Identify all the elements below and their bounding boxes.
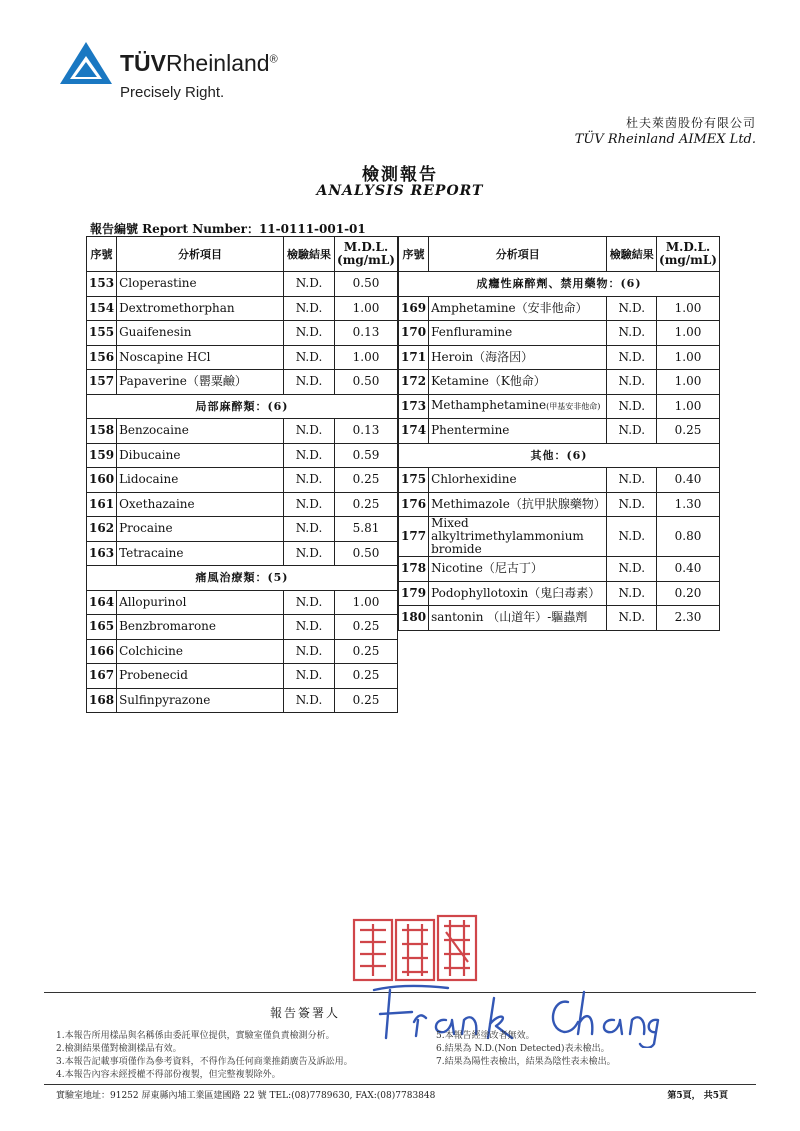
table-row	[399, 581, 720, 606]
analyte-name-text: Podophyllotoxin（鬼臼毒素）	[431, 585, 601, 600]
analyte-name	[429, 419, 607, 444]
analyte-name	[429, 370, 607, 395]
result-value: N.D.	[283, 370, 334, 395]
item-number: 157	[87, 370, 117, 395]
table-row	[87, 517, 398, 542]
analyte-name-text: Tetracaine	[119, 545, 184, 560]
report-number: 報告編號 Report Number：11-0111-001-01	[90, 222, 366, 236]
table-row	[399, 419, 720, 444]
table-row	[87, 492, 398, 517]
mdl-value: 0.59	[335, 443, 398, 468]
table-header-row	[399, 237, 720, 272]
column-header-no: 序號	[399, 237, 429, 272]
item-number: 168	[87, 688, 117, 713]
analyte-name	[429, 394, 607, 419]
mdl-value: 0.25	[335, 664, 398, 689]
analyte-name	[117, 664, 284, 689]
analyte-name-text: Dextromethorphan	[119, 300, 235, 315]
column-header-result: 檢驗結果	[607, 237, 657, 272]
analyte-name-text: Phentermine	[431, 423, 510, 438]
analyte-name	[117, 468, 284, 493]
result-value: N.D.	[283, 443, 334, 468]
note-line: 5.本報告經塗改者無效。	[436, 1031, 535, 1041]
footer-divider	[44, 1084, 756, 1085]
mdl-value: 0.25	[335, 688, 398, 713]
analyte-name	[117, 590, 284, 615]
analyte-name-text: Procaine	[119, 521, 173, 536]
item-number: 173	[399, 394, 429, 419]
result-value: N.D.	[607, 557, 657, 582]
item-number: 165	[87, 615, 117, 640]
analyte-name	[117, 639, 284, 664]
analyte-note: (甲基安非他命)	[546, 402, 601, 412]
report-notes-right	[436, 1030, 616, 1069]
item-number: 175	[399, 468, 429, 493]
analyte-name-text: Allopurinol	[119, 594, 187, 609]
analyte-name-text: Lidocaine	[119, 472, 179, 487]
mdl-value: 1.30	[657, 492, 720, 517]
analyte-name	[429, 321, 607, 346]
table-header-row	[87, 237, 398, 272]
results-table-left	[86, 236, 398, 713]
result-value: N.D.	[283, 419, 334, 444]
table-row	[87, 443, 398, 468]
analyte-name	[117, 517, 284, 542]
analyte-name-text: Sulfinpyrazone	[119, 692, 211, 707]
column-header-item: 分析項目	[117, 237, 284, 272]
analyte-name-text: Dibucaine	[119, 447, 181, 462]
column-header-item: 分析項目	[429, 237, 607, 272]
item-number: 159	[87, 443, 117, 468]
result-value: N.D.	[283, 296, 334, 321]
mdl-value: 1.00	[657, 345, 720, 370]
table-row	[87, 639, 398, 664]
mdl-value: 0.40	[657, 557, 720, 582]
category-label: 痛風治療類：(5)	[87, 566, 398, 591]
table-row	[87, 468, 398, 493]
table-row	[399, 557, 720, 582]
analyte-name-text: santonin （山道年）-驅蟲劑	[431, 610, 588, 625]
analyte-name	[429, 296, 607, 321]
item-number: 164	[87, 590, 117, 615]
note-line: 4.本報告內容未經授權不得部份複製，但完整複製除外。	[56, 1070, 281, 1080]
column-header-mdl	[335, 237, 398, 272]
tuv-logo	[58, 40, 318, 110]
mdl-value: 0.13	[335, 321, 398, 346]
result-value: N.D.	[283, 615, 334, 640]
mdl-value: 0.25	[335, 615, 398, 640]
item-number: 174	[399, 419, 429, 444]
analyte-name-text: Benzocaine	[119, 423, 189, 438]
result-value: N.D.	[283, 492, 334, 517]
mdl-value: 0.50	[335, 541, 398, 566]
tuv-triangle-icon	[58, 40, 114, 86]
mdl-value: 0.25	[335, 468, 398, 493]
analyte-name-text: Mixed alkyltrimethylammonium bromide	[431, 516, 584, 556]
result-value: N.D.	[283, 590, 334, 615]
analyte-name	[117, 272, 284, 297]
logo-tagline: Precisely Right.	[120, 84, 225, 101]
table-row	[87, 370, 398, 395]
item-number: 154	[87, 296, 117, 321]
item-number: 153	[87, 272, 117, 297]
analyte-name-text: Ketamine（K他命）	[431, 374, 546, 389]
mdl-value: 0.20	[657, 581, 720, 606]
mdl-header-unit: (mg/mL)	[337, 253, 395, 267]
result-value: N.D.	[607, 606, 657, 631]
table-row	[87, 272, 398, 297]
item-number: 158	[87, 419, 117, 444]
item-number: 161	[87, 492, 117, 517]
mdl-value: 1.00	[657, 321, 720, 346]
analyte-name	[117, 688, 284, 713]
note-line: 7.結果為陽性表檢出，結果為陰性表未檢出。	[436, 1057, 616, 1067]
table-row	[399, 606, 720, 631]
table-row	[87, 688, 398, 713]
analyte-name	[429, 581, 607, 606]
result-value: N.D.	[607, 394, 657, 419]
table-row	[87, 321, 398, 346]
analyte-name-text: Amphetamine（安非他命）	[431, 300, 588, 315]
analyte-name	[117, 370, 284, 395]
mdl-value: 1.00	[657, 296, 720, 321]
analyte-name-text: Probenecid	[119, 668, 188, 683]
analyte-name-text: Papaverine（罌粟鹼）	[119, 374, 247, 389]
item-number: 156	[87, 345, 117, 370]
category-row	[87, 394, 398, 419]
mdl-value: 1.00	[657, 394, 720, 419]
table-row	[399, 321, 720, 346]
analyte-name-text: Colchicine	[119, 643, 183, 658]
table-row	[87, 345, 398, 370]
table-row	[87, 615, 398, 640]
item-number: 163	[87, 541, 117, 566]
mdl-value: 1.00	[335, 296, 398, 321]
result-value: N.D.	[283, 517, 334, 542]
note-line: 2.檢測結果僅對檢測樣品有效。	[56, 1044, 182, 1054]
category-row	[399, 272, 720, 297]
analyte-name-text: Nicotine（尼古丁）	[431, 561, 543, 576]
mdl-value: 2.30	[657, 606, 720, 631]
item-number: 167	[87, 664, 117, 689]
table-row	[87, 541, 398, 566]
mdl-value: 1.00	[335, 590, 398, 615]
mdl-value: 0.25	[335, 639, 398, 664]
result-value: N.D.	[607, 419, 657, 444]
analyte-name-text: Methamphetamine	[431, 398, 547, 413]
logo-brand: TÜVRheinland®	[120, 50, 278, 76]
result-value: N.D.	[283, 688, 334, 713]
result-value: N.D.	[607, 321, 657, 346]
table-row	[399, 370, 720, 395]
mdl-value: 0.40	[657, 468, 720, 493]
result-value: N.D.	[283, 639, 334, 664]
analyte-name-text: Fenfluramine	[431, 325, 513, 340]
mdl-value: 0.13	[335, 419, 398, 444]
item-number: 176	[399, 492, 429, 517]
item-number: 169	[399, 296, 429, 321]
signatory-label: 報告簽署人	[270, 1006, 341, 1020]
table-row	[87, 419, 398, 444]
analyte-name	[117, 615, 284, 640]
mdl-value: 0.25	[335, 492, 398, 517]
result-value: N.D.	[607, 517, 657, 557]
analyte-name	[429, 606, 607, 631]
table-row	[87, 664, 398, 689]
result-value: N.D.	[283, 321, 334, 346]
mdl-header-label: M.D.L.	[343, 240, 389, 254]
result-value: N.D.	[283, 541, 334, 566]
table-row	[87, 590, 398, 615]
item-number: 177	[399, 517, 429, 557]
item-number: 171	[399, 345, 429, 370]
result-value: N.D.	[283, 272, 334, 297]
analyte-name-text: Chlorhexidine	[431, 472, 517, 487]
item-number: 170	[399, 321, 429, 346]
item-number: 172	[399, 370, 429, 395]
note-line: 1.本報告所用樣品與名稱係由委託單位提供，實驗室僅負責檢測分析。	[56, 1031, 335, 1041]
table-row	[399, 492, 720, 517]
column-header-mdl	[657, 237, 720, 272]
mdl-value: 5.81	[335, 517, 398, 542]
analyte-name	[429, 345, 607, 370]
item-number: 179	[399, 581, 429, 606]
mdl-value: 1.00	[657, 370, 720, 395]
item-number: 180	[399, 606, 429, 631]
analyte-name-text: Methimazole（抗甲狀腺藥物）	[431, 496, 606, 511]
analyte-name	[429, 517, 607, 557]
category-label: 局部麻醉類：(6)	[87, 394, 398, 419]
item-number: 178	[399, 557, 429, 582]
result-value: N.D.	[607, 345, 657, 370]
analyte-name-text: Cloperastine	[119, 276, 197, 291]
result-value: N.D.	[607, 492, 657, 517]
mdl-header-unit: (mg/mL)	[659, 253, 717, 267]
analyte-name-text: Noscapine HCl	[119, 349, 211, 364]
column-header-no: 序號	[87, 237, 117, 272]
result-value: N.D.	[283, 664, 334, 689]
analyte-name-text: Oxethazaine	[119, 496, 195, 511]
mdl-value: 0.50	[335, 370, 398, 395]
category-row	[399, 443, 720, 468]
page-number: 第5頁， 共5頁	[667, 1091, 728, 1101]
analyte-name	[429, 492, 607, 517]
result-value: N.D.	[607, 468, 657, 493]
report-title-en: ANALYSIS REPORT	[316, 183, 484, 199]
mdl-header-label: M.D.L.	[665, 240, 711, 254]
mdl-value: 0.25	[657, 419, 720, 444]
company-name-en: TÜV Rheinland AIMEX Ltd.	[574, 132, 756, 147]
result-value: N.D.	[607, 296, 657, 321]
analyte-name-text: Heroin（海洛因）	[431, 349, 534, 364]
column-header-result: 檢驗結果	[283, 237, 334, 272]
note-line: 3.本報告記載事項僅作為參考資料，不得作為任何商業推銷廣告及訴訟用。	[56, 1057, 353, 1067]
analyte-name	[117, 296, 284, 321]
table-row	[399, 517, 720, 557]
analyte-name-text: Guaifenesin	[119, 325, 192, 340]
analyte-name	[429, 468, 607, 493]
item-number: 160	[87, 468, 117, 493]
result-value: N.D.	[607, 581, 657, 606]
mdl-value: 0.80	[657, 517, 720, 557]
category-label: 其他：(6)	[399, 443, 720, 468]
analyte-name-text: Benzbromarone	[119, 619, 216, 634]
analyte-name	[117, 419, 284, 444]
analyte-name	[117, 345, 284, 370]
table-row	[399, 345, 720, 370]
item-number: 166	[87, 639, 117, 664]
analyte-name	[117, 541, 284, 566]
report-title-zh: 檢測報告	[362, 165, 438, 185]
item-number: 155	[87, 321, 117, 346]
mdl-value: 0.50	[335, 272, 398, 297]
result-value: N.D.	[283, 345, 334, 370]
result-value: N.D.	[283, 468, 334, 493]
table-row	[399, 468, 720, 493]
note-line: 6.結果為 N.D.(Non Detected)表未檢出。	[436, 1044, 610, 1054]
analyte-name	[117, 321, 284, 346]
table-row	[87, 296, 398, 321]
analyte-name	[429, 557, 607, 582]
table-row	[399, 296, 720, 321]
company-name-zh: 杜夫萊茵股份有限公司	[625, 116, 756, 130]
mdl-value: 1.00	[335, 345, 398, 370]
analyte-name	[117, 492, 284, 517]
lab-address: 實驗室地址：91252 屏東縣內埔工業區建國路 22 號 TEL:(08)7789630, FAX:(08)7783848	[56, 1091, 436, 1101]
table-row	[399, 394, 720, 419]
category-label: 成癮性麻醉劑、禁用藥物：(6)	[399, 272, 720, 297]
analyte-name	[117, 443, 284, 468]
result-value: N.D.	[607, 370, 657, 395]
results-table-right	[398, 236, 720, 631]
category-row	[87, 566, 398, 591]
report-notes-left	[56, 1030, 353, 1082]
item-number: 162	[87, 517, 117, 542]
